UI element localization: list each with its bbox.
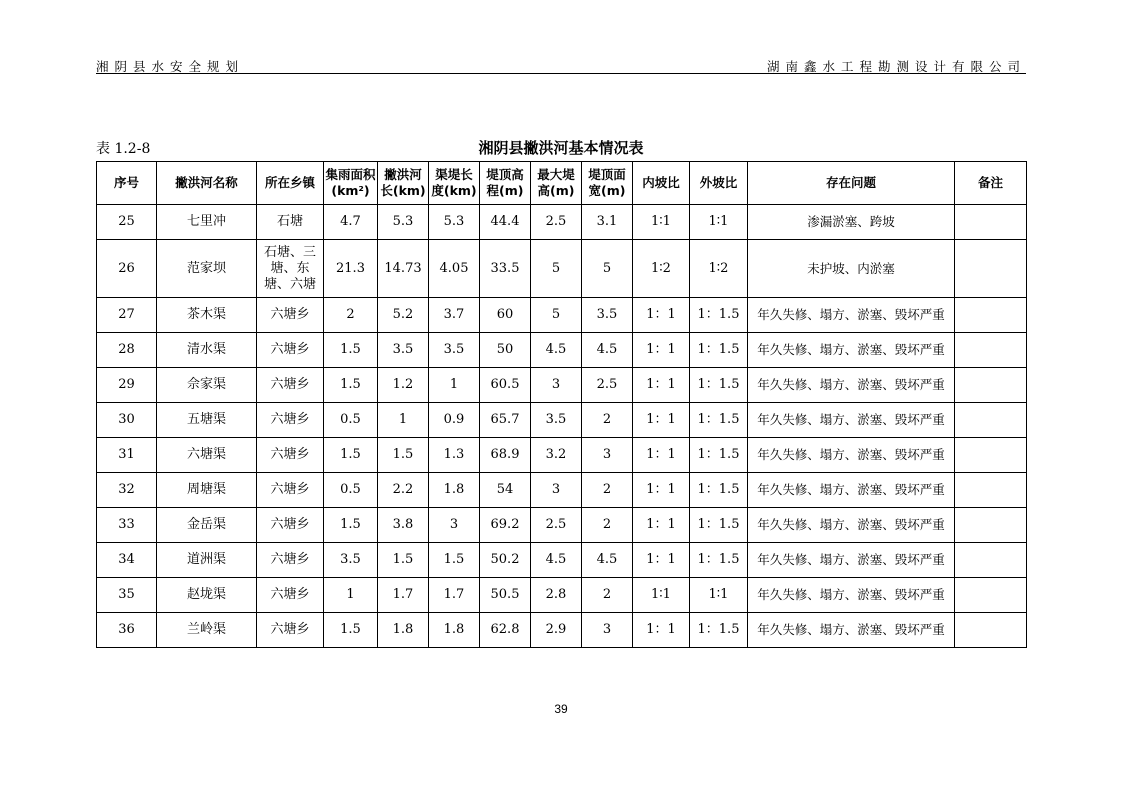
cell-river-length: 1.7 [378, 578, 429, 613]
cell-dike-length: 1.8 [429, 613, 480, 648]
cell-catchment: 21.3 [324, 240, 378, 298]
table-row [97, 403, 1027, 438]
cell-outer-slope: 1：1.5 [690, 508, 748, 543]
table-row [97, 613, 1027, 648]
cell-name: 清水渠 [157, 333, 257, 368]
col-header-index: 序号 [97, 162, 157, 205]
cell-index: 26 [97, 240, 157, 298]
table-row [97, 298, 1027, 333]
cell-crest-width: 3.5 [582, 298, 633, 333]
cell-inner-slope: 1：1 [633, 613, 690, 648]
cell-max-height: 2.5 [531, 205, 582, 240]
cell-issues: 年久失修、塌方、淤塞、毁坏严重 [748, 438, 955, 473]
cell-town: 石塘、三塘、东塘、六塘 [257, 240, 324, 298]
cell-inner-slope: 1：1 [633, 298, 690, 333]
cell-inner-slope: 1：1 [633, 508, 690, 543]
cell-crest-elevation: 65.7 [480, 403, 531, 438]
cell-town: 六塘乡 [257, 333, 324, 368]
cell-max-height: 2.8 [531, 578, 582, 613]
col-header-dike-length: 渠堤长度(km) [429, 162, 480, 205]
cell-river-length: 1 [378, 403, 429, 438]
cell-dike-length: 3.7 [429, 298, 480, 333]
cell-remarks [955, 403, 1027, 438]
col-header-name: 撇洪河名称 [157, 162, 257, 205]
table-row [97, 543, 1027, 578]
header-left-title: 湘阴县水安全规划 [96, 59, 245, 74]
cell-remarks [955, 240, 1027, 298]
cell-crest-width: 3 [582, 438, 633, 473]
cell-river-length: 1.2 [378, 368, 429, 403]
cell-dike-length: 3 [429, 508, 480, 543]
cell-outer-slope: 1：1.5 [690, 333, 748, 368]
cell-name: 七里冲 [157, 205, 257, 240]
cell-remarks [955, 333, 1027, 368]
cell-index: 25 [97, 205, 157, 240]
cell-crest-width: 2.5 [582, 368, 633, 403]
cell-inner-slope: 1：1 [633, 333, 690, 368]
cell-name: 赵垅渠 [157, 578, 257, 613]
col-header-town: 所在乡镇 [257, 162, 324, 205]
cell-issues: 未护坡、内淤塞 [748, 240, 955, 298]
col-header-max-height: 最大堤高(m) [531, 162, 582, 205]
cell-index: 27 [97, 298, 157, 333]
cell-dike-length: 1.7 [429, 578, 480, 613]
cell-inner-slope: 1：1 [633, 543, 690, 578]
cell-max-height: 2.9 [531, 613, 582, 648]
cell-dike-length: 5.3 [429, 205, 480, 240]
cell-town: 六塘乡 [257, 438, 324, 473]
cell-index: 29 [97, 368, 157, 403]
cell-name: 周塘渠 [157, 473, 257, 508]
cell-remarks [955, 543, 1027, 578]
cell-issues: 年久失修、塌方、淤塞、毁坏严重 [748, 298, 955, 333]
cell-remarks [955, 613, 1027, 648]
cell-outer-slope: 1：1.5 [690, 298, 748, 333]
cell-crest-width: 4.5 [582, 543, 633, 578]
cell-remarks [955, 368, 1027, 403]
cell-name: 兰岭渠 [157, 613, 257, 648]
cell-river-length: 5.3 [378, 205, 429, 240]
cell-crest-width: 3 [582, 613, 633, 648]
cell-remarks [955, 298, 1027, 333]
cell-catchment: 1.5 [324, 368, 378, 403]
cell-crest-elevation: 50.5 [480, 578, 531, 613]
table-row [97, 473, 1027, 508]
cell-index: 34 [97, 543, 157, 578]
col-header-river-length: 撇洪河长(km) [378, 162, 429, 205]
cell-max-height: 2.5 [531, 508, 582, 543]
cell-outer-slope: 1：1.5 [690, 368, 748, 403]
cell-name: 茶木渠 [157, 298, 257, 333]
table-row [97, 438, 1027, 473]
cell-crest-width: 2 [582, 508, 633, 543]
cell-river-length: 14.73 [378, 240, 429, 298]
cell-catchment: 1 [324, 578, 378, 613]
cell-crest-width: 5 [582, 240, 633, 298]
header-right-company: 湖南鑫水工程勘测设计有限公司 [766, 59, 1026, 74]
cell-issues: 年久失修、塌方、淤塞、毁坏严重 [748, 508, 955, 543]
cell-crest-elevation: 69.2 [480, 508, 531, 543]
cell-index: 36 [97, 613, 157, 648]
cell-crest-elevation: 50 [480, 333, 531, 368]
cell-dike-length: 4.05 [429, 240, 480, 298]
col-header-inner-slope: 内坡比 [633, 162, 690, 205]
cell-dike-length: 1.8 [429, 473, 480, 508]
cell-max-height: 4.5 [531, 333, 582, 368]
table-row [97, 368, 1027, 403]
cell-index: 30 [97, 403, 157, 438]
cell-dike-length: 1.5 [429, 543, 480, 578]
table-title: 湘阴县撇洪河基本情况表 [478, 139, 644, 157]
cell-index: 35 [97, 578, 157, 613]
cell-issues: 渗漏淤塞、跨坡 [748, 205, 955, 240]
page-number: 39 [554, 702, 568, 716]
cell-issues: 年久失修、塌方、淤塞、毁坏严重 [748, 333, 955, 368]
cell-issues: 年久失修、塌方、淤塞、毁坏严重 [748, 473, 955, 508]
table-header-row [97, 162, 1027, 205]
table-row [97, 333, 1027, 368]
cell-remarks [955, 473, 1027, 508]
cell-max-height: 5 [531, 240, 582, 298]
cell-crest-elevation: 44.4 [480, 205, 531, 240]
cell-town: 六塘乡 [257, 368, 324, 403]
cell-inner-slope: 1：1 [633, 403, 690, 438]
cell-name: 金岳渠 [157, 508, 257, 543]
cell-catchment: 1.5 [324, 508, 378, 543]
cell-catchment: 1.5 [324, 438, 378, 473]
cell-max-height: 5 [531, 298, 582, 333]
cell-dike-length: 3.5 [429, 333, 480, 368]
cell-crest-elevation: 50.2 [480, 543, 531, 578]
col-header-crest-elevation: 堤顶高程(m) [480, 162, 531, 205]
cell-town: 六塘乡 [257, 403, 324, 438]
cell-catchment: 0.5 [324, 403, 378, 438]
cell-issues: 年久失修、塌方、淤塞、毁坏严重 [748, 368, 955, 403]
cell-index: 33 [97, 508, 157, 543]
cell-catchment: 0.5 [324, 473, 378, 508]
cell-town: 石塘 [257, 205, 324, 240]
cell-crest-elevation: 54 [480, 473, 531, 508]
cell-max-height: 3.2 [531, 438, 582, 473]
cell-index: 31 [97, 438, 157, 473]
cell-index: 32 [97, 473, 157, 508]
cell-issues: 年久失修、塌方、淤塞、毁坏严重 [748, 613, 955, 648]
cell-town: 六塘乡 [257, 298, 324, 333]
table-row [97, 240, 1027, 298]
cell-inner-slope: 1：1 [633, 368, 690, 403]
cell-inner-slope: 1：1 [633, 473, 690, 508]
cell-crest-elevation: 60.5 [480, 368, 531, 403]
cell-crest-elevation: 60 [480, 298, 531, 333]
cell-outer-slope: 1：1.5 [690, 473, 748, 508]
cell-name: 范家坝 [157, 240, 257, 298]
cell-inner-slope: 1∶1 [633, 578, 690, 613]
cell-crest-width: 2 [582, 403, 633, 438]
cell-max-height: 3.5 [531, 403, 582, 438]
cell-catchment: 1.5 [324, 613, 378, 648]
col-header-catchment: 集雨面积(km²) [324, 162, 378, 205]
cell-issues: 年久失修、塌方、淤塞、毁坏严重 [748, 578, 955, 613]
cell-remarks [955, 438, 1027, 473]
cell-index: 28 [97, 333, 157, 368]
cell-town: 六塘乡 [257, 578, 324, 613]
cell-town: 六塘乡 [257, 508, 324, 543]
cell-outer-slope: 1∶1 [690, 205, 748, 240]
col-header-crest-width: 堤顶面宽(m) [582, 162, 633, 205]
cell-remarks [955, 508, 1027, 543]
flood-channel-table [96, 161, 1027, 648]
cell-river-length: 3.8 [378, 508, 429, 543]
cell-catchment: 1.5 [324, 333, 378, 368]
cell-name: 五塘渠 [157, 403, 257, 438]
col-header-issues: 存在问题 [748, 162, 955, 205]
table-row [97, 205, 1027, 240]
cell-remarks [955, 578, 1027, 613]
cell-outer-slope: 1：1.5 [690, 438, 748, 473]
cell-inner-slope: 1∶2 [633, 240, 690, 298]
cell-outer-slope: 1∶2 [690, 240, 748, 298]
table-id: 表 1.2-8 [96, 141, 151, 157]
cell-crest-elevation: 62.8 [480, 613, 531, 648]
cell-name: 六塘渠 [157, 438, 257, 473]
cell-town: 六塘乡 [257, 543, 324, 578]
cell-catchment: 2 [324, 298, 378, 333]
cell-outer-slope: 1：1.5 [690, 403, 748, 438]
cell-inner-slope: 1∶1 [633, 205, 690, 240]
cell-name: 道洲渠 [157, 543, 257, 578]
header-divider [96, 73, 1026, 74]
cell-river-length: 3.5 [378, 333, 429, 368]
cell-issues: 年久失修、塌方、淤塞、毁坏严重 [748, 543, 955, 578]
cell-max-height: 3 [531, 473, 582, 508]
col-header-remarks: 备注 [955, 162, 1027, 205]
cell-crest-width: 4.5 [582, 333, 633, 368]
cell-catchment: 4.7 [324, 205, 378, 240]
cell-town: 六塘乡 [257, 473, 324, 508]
cell-outer-slope: 1∶1 [690, 578, 748, 613]
cell-dike-length: 1.3 [429, 438, 480, 473]
col-header-outer-slope: 外坡比 [690, 162, 748, 205]
cell-inner-slope: 1：1 [633, 438, 690, 473]
cell-crest-width: 2 [582, 578, 633, 613]
cell-max-height: 4.5 [531, 543, 582, 578]
cell-name: 佘家渠 [157, 368, 257, 403]
cell-catchment: 3.5 [324, 543, 378, 578]
cell-river-length: 1.8 [378, 613, 429, 648]
cell-town: 六塘乡 [257, 613, 324, 648]
cell-dike-length: 1 [429, 368, 480, 403]
cell-river-length: 5.2 [378, 298, 429, 333]
cell-crest-elevation: 33.5 [480, 240, 531, 298]
cell-issues: 年久失修、塌方、淤塞、毁坏严重 [748, 403, 955, 438]
table-row [97, 578, 1027, 613]
cell-crest-elevation: 68.9 [480, 438, 531, 473]
cell-outer-slope: 1：1.5 [690, 613, 748, 648]
cell-outer-slope: 1：1.5 [690, 543, 748, 578]
cell-max-height: 3 [531, 368, 582, 403]
cell-dike-length: 0.9 [429, 403, 480, 438]
cell-river-length: 2.2 [378, 473, 429, 508]
cell-river-length: 1.5 [378, 543, 429, 578]
table-row [97, 508, 1027, 543]
cell-river-length: 1.5 [378, 438, 429, 473]
cell-crest-width: 3.1 [582, 205, 633, 240]
cell-remarks [955, 205, 1027, 240]
cell-crest-width: 2 [582, 473, 633, 508]
